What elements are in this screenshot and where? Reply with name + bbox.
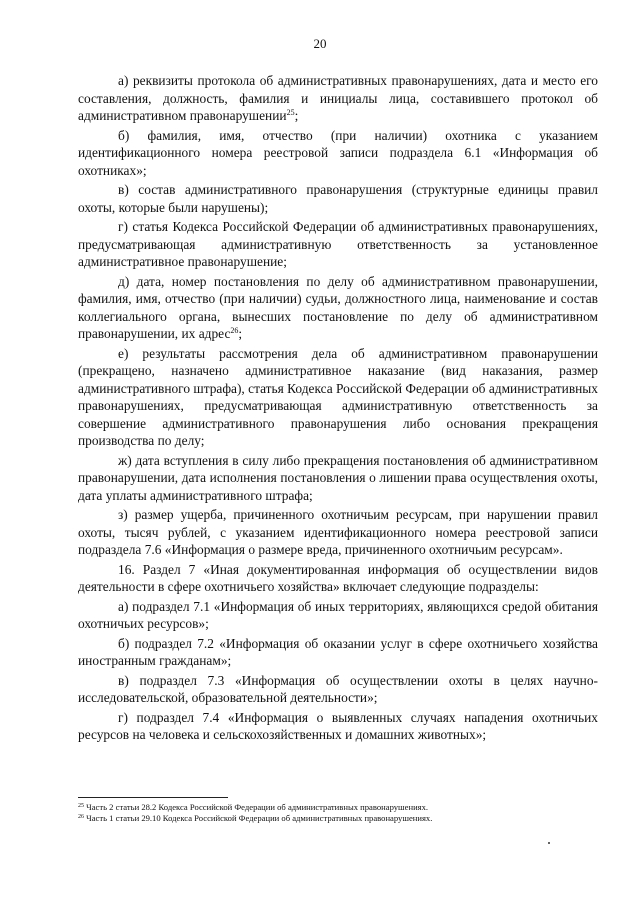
paragraph-item-z: з) размер ущерба, причиненного охотничьим ресурсам, при нарушении правил охоты, тысяч рублей, с указанием идентификационного номера реестровой записи подраздела 7.6 «Информация о размере вреда, причиненного охотничьим ресурсам».	[78, 507, 598, 557]
paragraph-section-16: 16. Раздел 7 «Иная документированная информация об осуществлении видов деятельности в сфере охотничьего хозяйства» включает следующие подразделы:	[78, 561, 598, 594]
footnote-mark: 26	[78, 814, 84, 820]
paragraph-text: д) дата, номер постановления по делу об административном правонарушении, фамилия, имя, отчество (при наличии) судьи, должностного лица, наименование и состав коллегиального органа, вынесших постановление по делу об административном правонарушении, их адрес	[78, 273, 598, 341]
paragraph-item-v: в) состав административного правонарушения (структурные единицы правил охоты, которые были нарушены);	[78, 182, 598, 215]
footnote-text: Часть 2 статьи 28.2 Кодекса Российской Федерации об административных правонарушениях.	[84, 802, 429, 812]
paragraph-item-zh: ж) дата вступления в силу либо прекращения постановления об административном правонарушении, дата исполнения постановления о лишении права осуществления охоты, дата уплаты административного штрафа;	[78, 452, 598, 503]
paragraph-item-g: г) статья Кодекса Российской Федерации об административных правонарушениях, предусматривающая административную ответственность за установленное административное правонарушение;	[78, 219, 598, 269]
scan-speck	[548, 842, 550, 844]
footnote-ref: 25	[286, 108, 295, 117]
footnote-25	[78, 802, 598, 813]
page-number: 20	[313, 36, 327, 51]
footnote-text: Часть 1 статьи 29.10 Кодекса Российской Федерации об административных правонарушениях.	[84, 813, 433, 823]
footnote-ref: 26	[230, 326, 239, 335]
paragraph-text: а) реквизиты протокола об административных правонарушениях, дата и место его составления, должность, фамилия и инициалы лица, составившего протокол об административном правонарушении	[78, 73, 598, 123]
paragraph-subsection-7-2: б) подраздел 7.2 «Информация об оказании услуг в сфере охотничьего хозяйства иностранным гражданам»;	[78, 635, 598, 668]
paragraph-subsection-7-3: в) подраздел 7.3 «Информация об осуществлении охоты в целях научно-исследовательской, образовательной деятельности»;	[78, 672, 598, 705]
document-body	[78, 72, 598, 744]
paragraph-item-d	[78, 273, 598, 343]
footnotes	[78, 802, 598, 824]
paragraph-tail: ;	[238, 326, 243, 341]
paragraph-item-b: б) фамилия, имя, отчество (при наличии) охотника с указанием идентификационного номера реестровой записи подраздела 6.1 «Информация об охотниках»;	[78, 127, 598, 178]
paragraph-item-a	[78, 72, 598, 125]
paragraph-item-e: е) результаты рассмотрения дела об административном правонарушении (прекращено, назначено административное наказание (вид наказания, размер административного штрафа), статья Кодекса Российской Федерации об административных правонарушениях, предусматривающая административную ответственность за совершение административного правонарушения либо основания прекращения производства по делу;	[78, 345, 599, 448]
paragraph-tail: ;	[294, 108, 299, 123]
paragraph-subsection-7-1: а) подраздел 7.1 «Информация об иных территориях, являющихся средой обитания охотничьих ресурсов»;	[78, 598, 598, 631]
footnote-26	[78, 813, 598, 824]
paragraph-subsection-7-4: г) подраздел 7.4 «Информация о выявленных случаях нападения охотничьих ресурсов на человека и сельскохозяйственных и домашних животных»;	[78, 709, 598, 742]
footnote-mark: 25	[78, 803, 84, 809]
footnote-divider	[78, 797, 228, 798]
